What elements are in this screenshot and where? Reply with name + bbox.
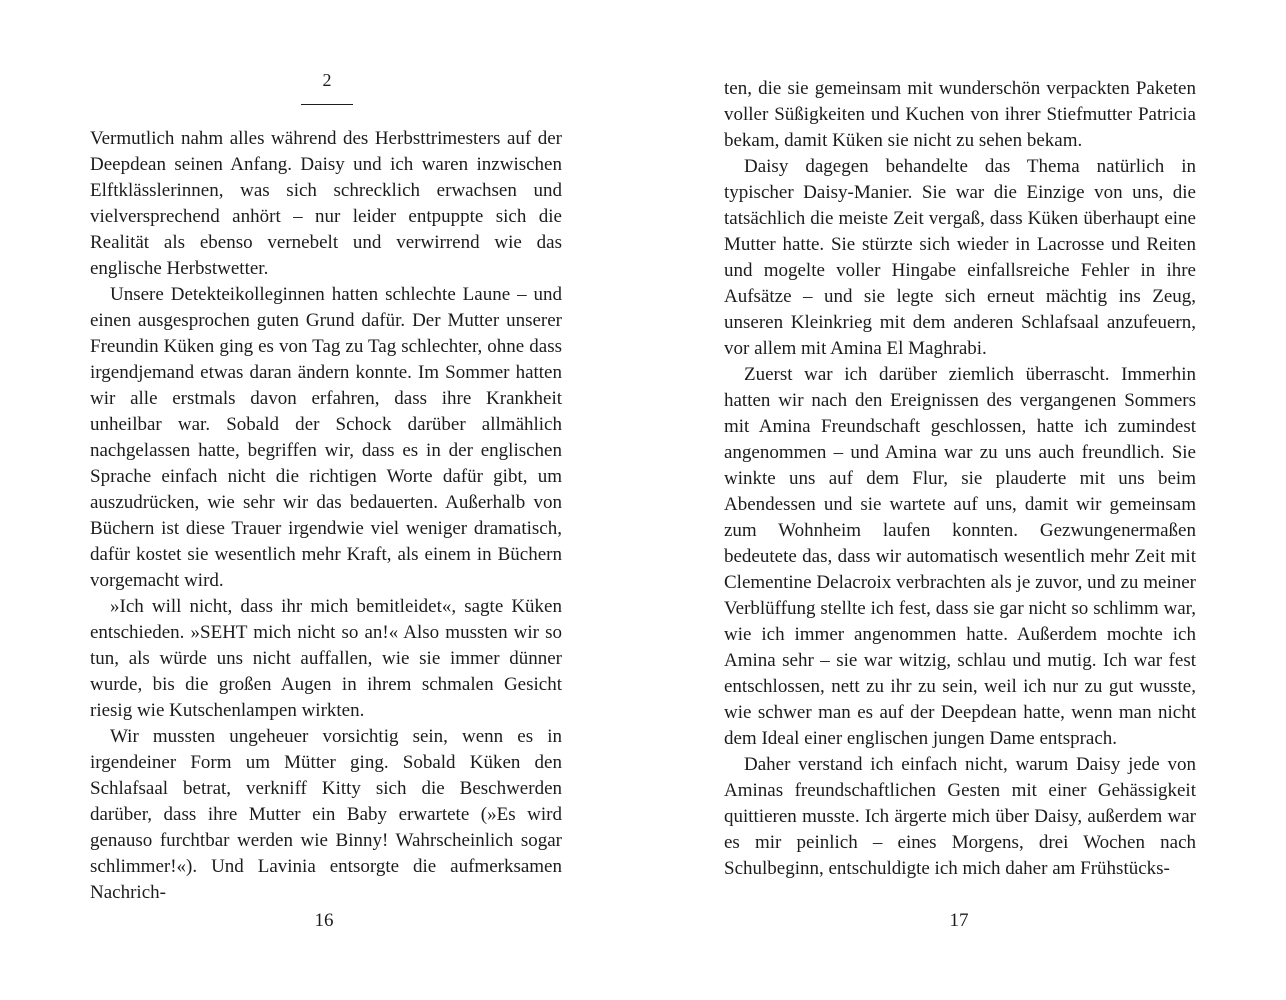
paragraph: Unsere Detekteikolleginnen hatten schlechte Laune – und einen ausgesprochen guten Grund dafür. Der Mutter unserer Freundin Küken ging es von Tag zu Tag schlechter, ohne dass irgendjemand etwas daran ändern konnte. Im Sommer hatten wir alle erstmals davon erfahren, dass ihre Krankheit unheilbar war. Sobald der Schock darüber allmählich nachgelassen hatte, begriffen wir, dass es in der englischen Sprache einfach nicht die richtigen Worte dafür gibt, um auszudrücken, wie sehr wir das bedauerten. Außerhalb von Büchern ist diese Trauer irgendwie viel weniger dramatisch, dafür kostet sie wesentlich mehr Kraft, als einem in Büchern vorgemacht wird. xyxy=(90,284,562,591)
right-page xyxy=(643,0,1286,1000)
paragraph: Daher verstand ich einfach nicht, warum Daisy jede von Aminas freundschaftlichen Gesten mit einer Gehässigkeit quittieren musste. Ich ärgerte mich über Daisy, außerdem war es mir peinlich – eines Morgens, drei Wochen nach Schulbeginn, entschuldigte ich mich daher am Frühstücks- xyxy=(724,754,1196,879)
right-page-body xyxy=(724,76,1196,882)
paragraph: Wir mussten ungeheuer vorsichtig sein, wenn es in irgendeiner Form um Mütter ging. Sobald Küken den Schlafsaal betrat, verkniff Kitty sich die Beschwerden darüber, dass ihre Mutter ein Baby erwartete (»Es wird genauso furchtbar werden wie Binny! Wahrscheinlich sogar schlimmer!«). Und Lavinia entsorgte die aufmerksamen Nachrich- xyxy=(90,726,562,903)
paragraph: ten, die sie gemeinsam mit wunderschön verpackten Paketen voller Süßigkeiten und Kuchen von ihrer Stiefmutter Patricia bekam, damit Küken sie nicht zu sehen bekam. xyxy=(724,78,1196,151)
chapter-divider xyxy=(301,104,353,105)
paragraph: Vermutlich nahm alles während des Herbsttrimesters auf der Deepdean seinen Anfang. Daisy und ich waren inzwischen Elftklässlerinnen, was sich schrecklich erwachsen und vielversprechend anhört – nur leider entpuppte sich die Realität als ebenso vernebelt und verwirrend wie das englische Herbstwetter. xyxy=(90,128,562,279)
left-page-body xyxy=(90,126,562,906)
page-number: 17 xyxy=(949,910,969,931)
paragraph: »Ich will nicht, dass ihr mich bemitleidet«, sagte Küken entschieden. »SEHT mich nicht so an!« Also mussten wir so tun, als würde uns nicht auffallen, wie sie immer dünner wurde, bis die großen Augen in ihrem schmalen Gesicht riesig wie Kutschenlampen wirkten. xyxy=(90,596,562,721)
chapter-number: 2 xyxy=(322,70,332,90)
page-number: 16 xyxy=(314,910,334,931)
paragraph: Daisy dagegen behandelte das Thema natürlich in typischer Daisy-Manier. Sie war die Einzige von uns, die tatsächlich die meiste Zeit vergaß, dass Küken überhaupt eine Mutter hatte. Sie stürzte sich wieder in Lacrosse und Reiten und mogelte voller Hingabe einfallsreiche Fehler in ihre Aufsätze – und sie legte sich erneut mächtig ins Zeug, unseren Kleinkrieg mit dem anderen Schlafsaal anzufeuern, vor allem mit Amina El Maghrabi. xyxy=(724,156,1196,359)
paragraph: Zuerst war ich darüber ziemlich überrascht. Immerhin hatten wir nach den Ereignissen des vergangenen Sommers mit Amina Freundschaft geschlossen, hatte ich zumindest angenommen – und Amina war zu uns auch freundlich. Sie winkte uns auf dem Flur, sie plauderte mit uns beim Abendessen und sie wartete auf uns, damit wir gemeinsam zum Wohnheim laufen konnten. Gezwungenermaßen bedeutete das, dass wir automatisch wesentlich mehr Zeit mit Clementine Delacroix verbrachten als je zuvor, und zu meiner Verblüffung stellte ich fest, dass sie gar nicht so schlimm war, wie ich immer angenommen hatte. Außerdem mochte ich Amina sehr – sie war witzig, schlau und mutig. Ich war fest entschlossen, nett zu ihr zu sein, weil ich nur zu gut wusste, wie schwer man es auf der Deepdean hatte, wenn man nicht dem Ideal einer englischen jungen Dame entsprach. xyxy=(724,364,1196,749)
